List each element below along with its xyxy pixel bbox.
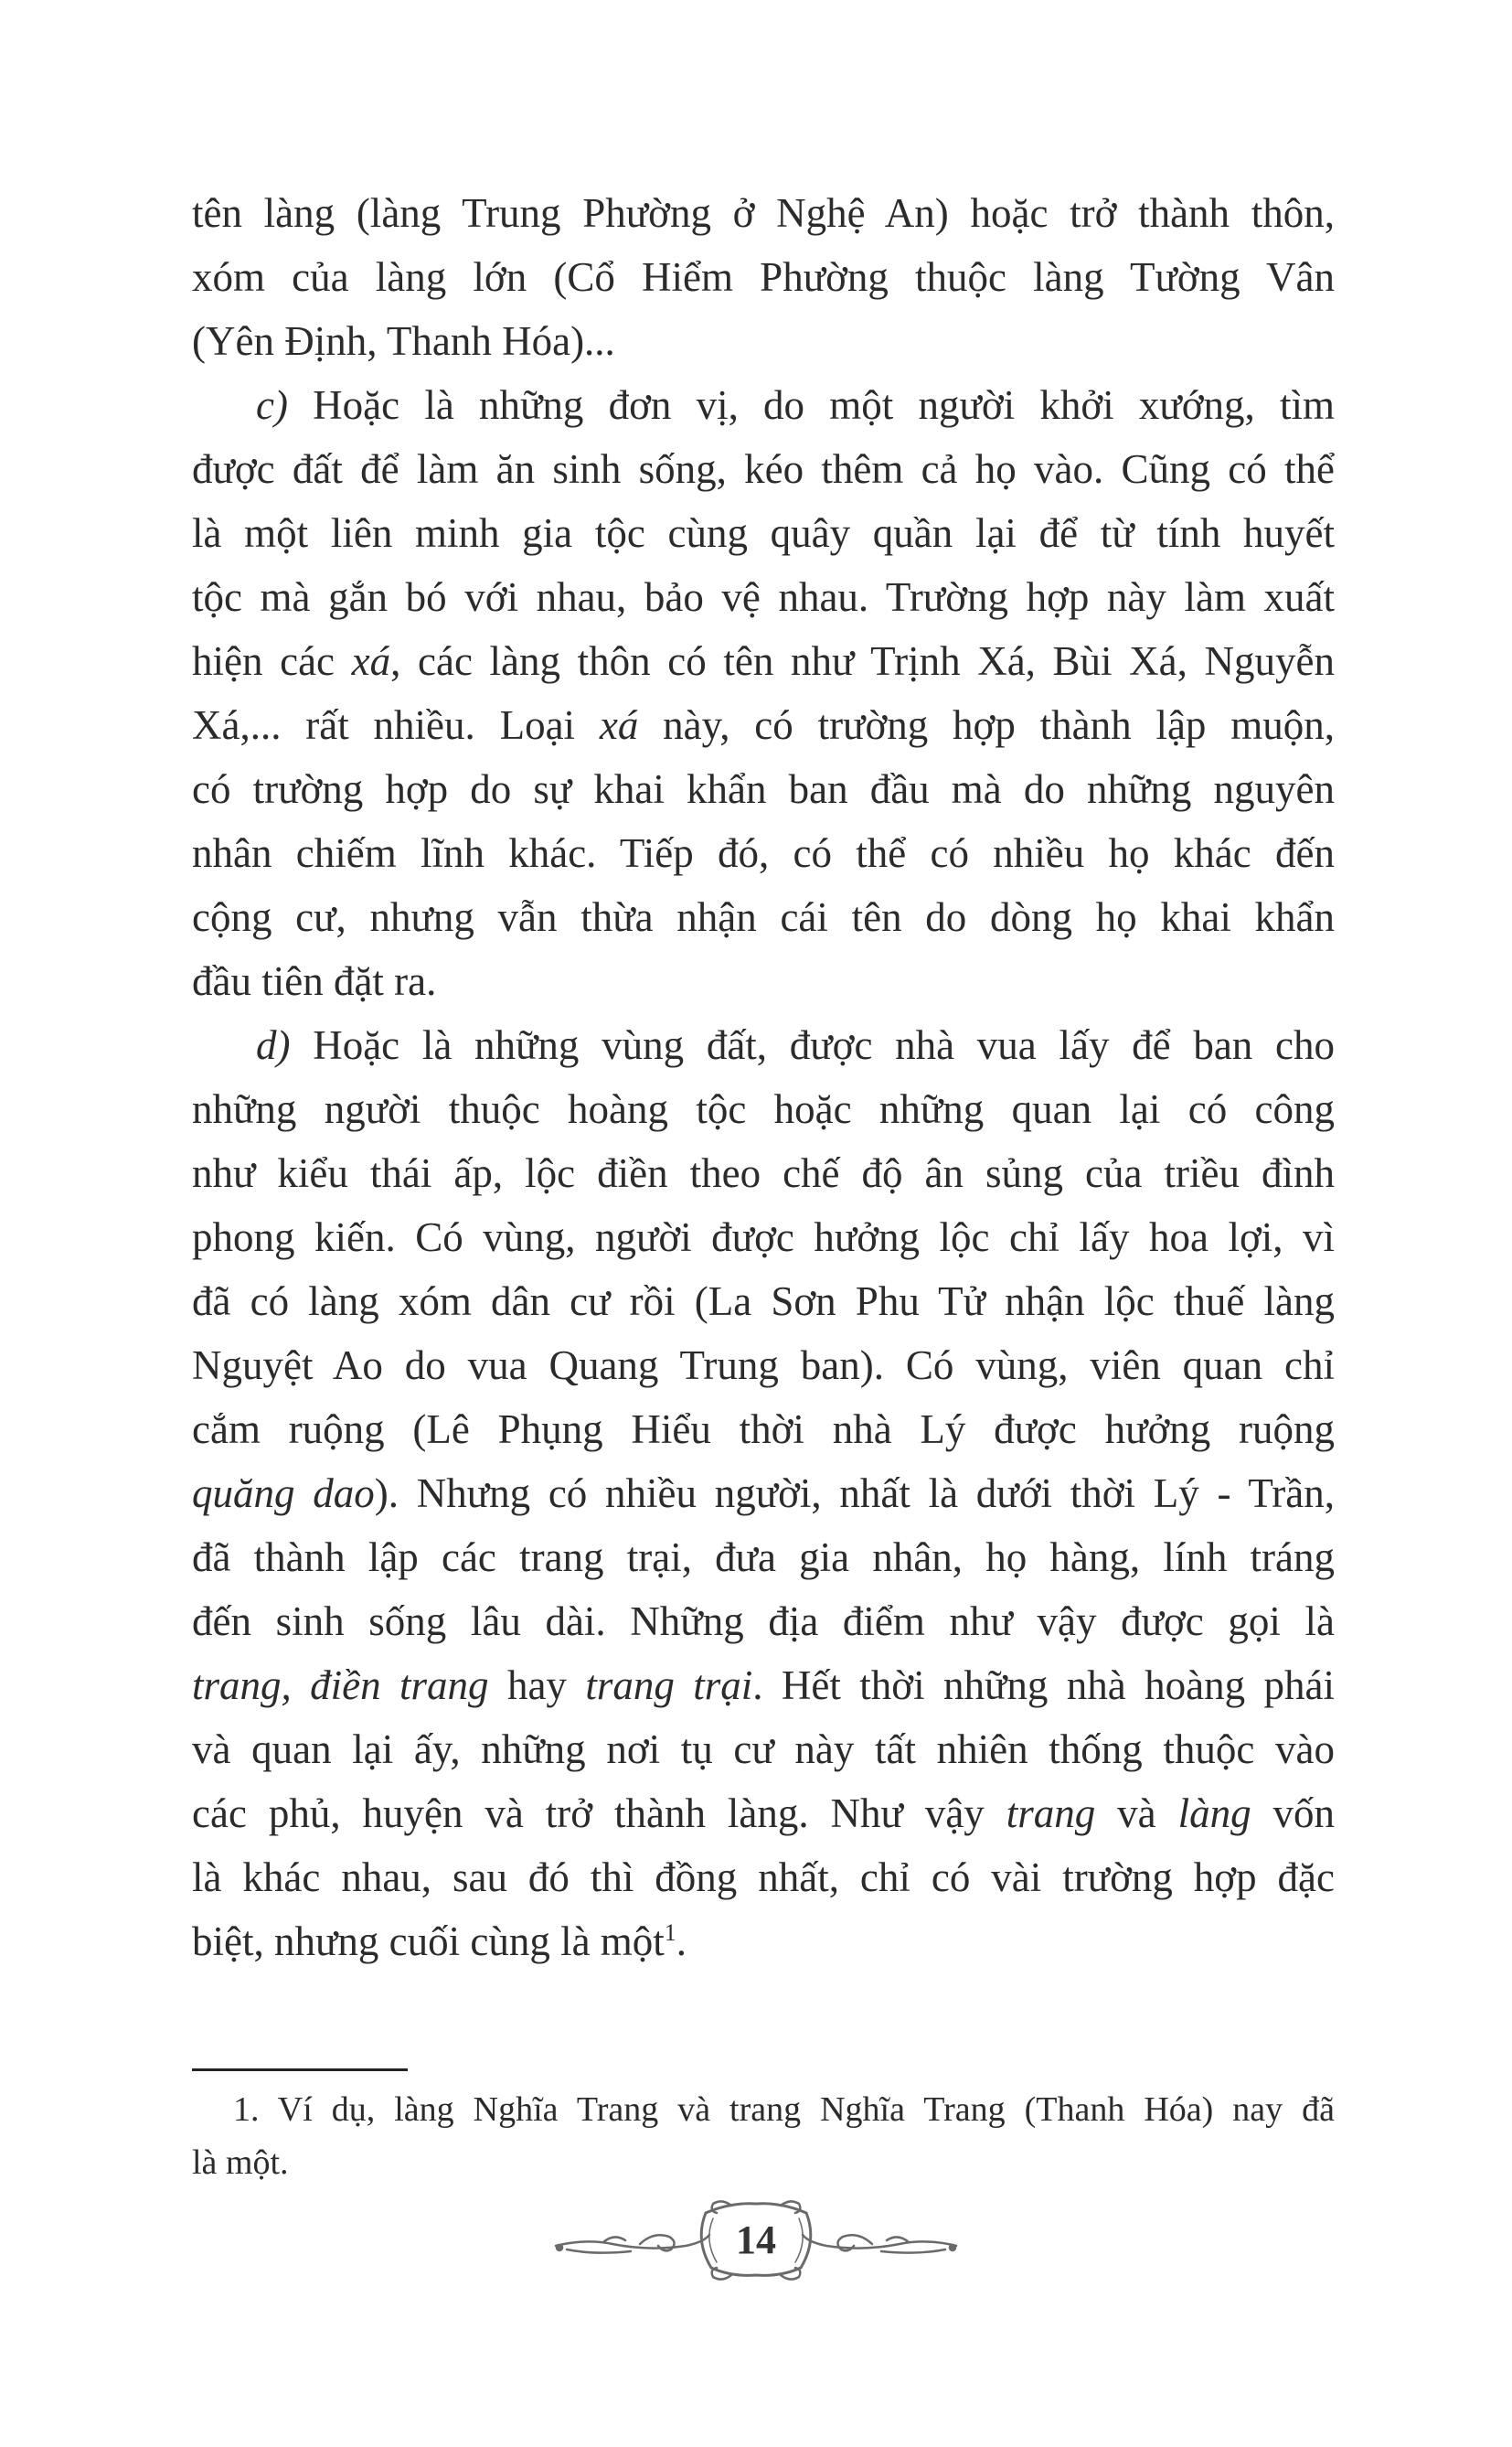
text-line: đã thành lập các trang trại, đưa gia nhân, họ hàng, lính tráng (192, 1534, 1335, 1580)
text-line: như kiểu thái ấp, lộc điền theo chế độ ân sủng của triều đình (192, 1150, 1335, 1196)
text-line: các phủ, huyện và trở thành làng. Như vậy trang và làng vốn (192, 1790, 1335, 1836)
footnote-divider (192, 2068, 408, 2071)
text-line: xóm của làng lớn (Cổ Hiểm Phường thuộc làng Tường Vân (192, 254, 1335, 300)
text-line: c) Hoặc là những đơn vị, do một người khởi xướng, tìm (256, 382, 1335, 428)
text-line: quăng dao). Nhưng có nhiều người, nhất là dưới thời Lý - Trần, (192, 1470, 1335, 1516)
text-line: có trường hợp do sự khai khẩn ban đầu mà do những nguyên (192, 766, 1335, 812)
text-line: d) Hoặc là những vùng đất, được nhà vua lấy để ban cho (256, 1022, 1335, 1068)
footnote-line: là một. (192, 2143, 289, 2182)
text-line: (Yên Định, Thanh Hóa)... (192, 318, 615, 364)
text-line: tên làng (làng Trung Phường ở Nghệ An) hoặc trở thành thôn, (192, 190, 1335, 236)
text-line: được đất để làm ăn sinh sống, kéo thêm cả họ vào. Cũng có thể (192, 446, 1335, 492)
text-line: đầu tiên đặt ra. (192, 958, 437, 1004)
body-text (192, 181, 1335, 1973)
text-line: là khác nhau, sau đó thì đồng nhất, chỉ có vài trường hợp đặc (192, 1854, 1335, 1900)
text-line: tộc mà gắn bó với nhau, bảo vệ nhau. Trường hợp này làm xuất (192, 574, 1335, 620)
text-line: phong kiến. Có vùng, người được hưởng lộc chỉ lấy hoa lợi, vì (192, 1214, 1335, 1260)
item-label: c) (256, 382, 288, 428)
text-line: là một liên minh gia tộc cùng quây quần lại để từ tính huyết (192, 510, 1335, 556)
text-line: cắm ruộng (Lê Phụng Hiểu thời nhà Lý được hưởng ruộng (192, 1406, 1335, 1452)
text-line: đến sinh sống lâu dài. Những địa điểm như vậy được gọi là (192, 1598, 1335, 1644)
page-number: 14 (736, 2217, 776, 2262)
text-line: đã có làng xóm dân cư rồi (La Sơn Phu Tử nhận lộc thuế làng (192, 1278, 1335, 1324)
text-line: hiện các xá, các làng thôn có tên như Trịnh Xá, Bùi Xá, Nguyễn (192, 638, 1335, 684)
text-line: những người thuộc hoàng tộc hoặc những quan lại có công (192, 1086, 1335, 1132)
text-line: biệt, nhưng cuối cùng là một$^1$. (192, 1918, 687, 1964)
text-line: nhân chiếm lĩnh khác. Tiếp đó, có thể có nhiều họ khác đến (192, 830, 1335, 876)
text-line: Xá,... rất nhiều. Loại xá này, có trường hợp thành lập muộn, (192, 702, 1335, 748)
footnote (192, 2083, 1335, 2189)
footnote-ref: 1 (664, 1919, 676, 1946)
text-line: và quan lại ấy, những nơi tụ cư này tất nhiên thống thuộc vào (192, 1726, 1335, 1772)
text-line: Nguyệt Ao do vua Quang Trung ban). Có vùng, viên quan chỉ (192, 1342, 1335, 1388)
item-label: d) (256, 1022, 291, 1068)
text-line: trang, điền trang hay trang trại. Hết thời những nhà hoàng phái (192, 1662, 1335, 1708)
text-line: cộng cư, nhưng vẫn thừa nhận cái tên do dòng họ khai khẩn (192, 894, 1335, 940)
footnote-line: 1. Ví dụ, làng Nghĩa Trang và trang Nghĩa Trang (Thanh Hóa) nay đã (233, 2090, 1335, 2129)
